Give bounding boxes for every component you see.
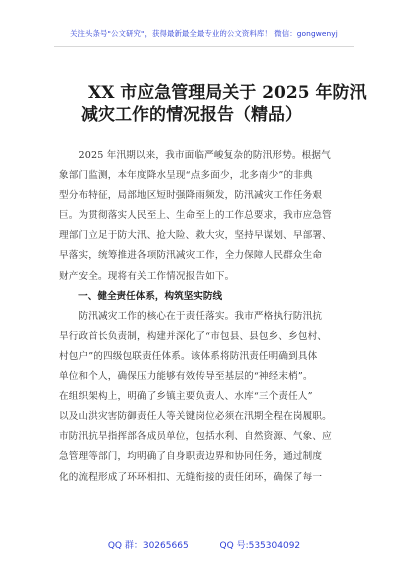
intro-paragraph bbox=[59, 146, 351, 287]
section-paragraph bbox=[59, 307, 351, 488]
text-line: 巨。为贯彻落实人民至上、生命至上的工作总要求，我市应急管 bbox=[59, 210, 332, 222]
text-line: 理部门立足于防大汛、抢大险、救大灾，坚持早谋划、早部署、 bbox=[59, 230, 332, 242]
text-line: 旱行政首长负责制，构建并深化了“市包县、县包乡、乡包村、 bbox=[59, 330, 328, 342]
qq-group-text: QQ 群：30265665 bbox=[107, 541, 189, 551]
text-line: 财产安全。现将有关工作情况报告如下。 bbox=[59, 270, 235, 282]
text-line: 型分布特征，局部地区短时强降雨频发，防汛减灾工作任务艰 bbox=[59, 190, 323, 202]
header-divider bbox=[54, 46, 354, 47]
qq-number-text: QQ 号:535304092 bbox=[219, 541, 301, 551]
text-line: 化的流程形成了环环相扣、无缝衔接的责任闭环，确保了每一 bbox=[59, 471, 323, 483]
section-heading: 一、健全责任体系，构筑坚实防线 bbox=[59, 290, 223, 302]
promo-banner: 关注头条号"公文研究"，获得最新最全最专业的公文资料库！ 微信：gongwenyj bbox=[70, 29, 338, 38]
document-title bbox=[60, 82, 367, 126]
text-line: 象部门监测，本年度降水呈现“点多面少，北多南少”的非典 bbox=[59, 170, 313, 182]
footer-contact bbox=[0, 538, 408, 551]
text-line: 急管理等部门，均明确了自身职责边界和协同任务，通过制度 bbox=[59, 451, 323, 463]
text-line: 市防汛抗旱指挥部各成员单位，包括水利、自然资源、气象、应 bbox=[59, 431, 332, 443]
document-body bbox=[59, 146, 351, 488]
text-line: 2025 年汛期以来，我市面临严峻复杂的防汛形势。根据气 bbox=[59, 150, 331, 161]
text-line: 防汛减灾工作的核心在于责任落实。我市严格执行防汛抗 bbox=[59, 310, 323, 322]
text-line: 早落实，统筹推进各项防汛减灾工作，全力保障人民群众生命 bbox=[59, 250, 323, 262]
title-line-2: 减灾工作的情况报告（精品） bbox=[81, 105, 302, 125]
text-line: 村包户”的四级包联责任体系。该体系将防汛责任明确到具体 bbox=[59, 350, 318, 362]
text-line: 以及山洪灾害防御责任人等关键岗位必须在汛期全程在岗履职。 bbox=[59, 411, 332, 423]
text-line: 单位和个人，确保压力能够有效传导至基层的“神经末梢”。 bbox=[59, 371, 313, 383]
text-line: 在组织架构上，明确了乡镇主要负责人、水库“三个责任人” bbox=[59, 391, 313, 403]
title-line-1: XX 市应急管理局关于 2025 年防汛 bbox=[88, 83, 367, 103]
